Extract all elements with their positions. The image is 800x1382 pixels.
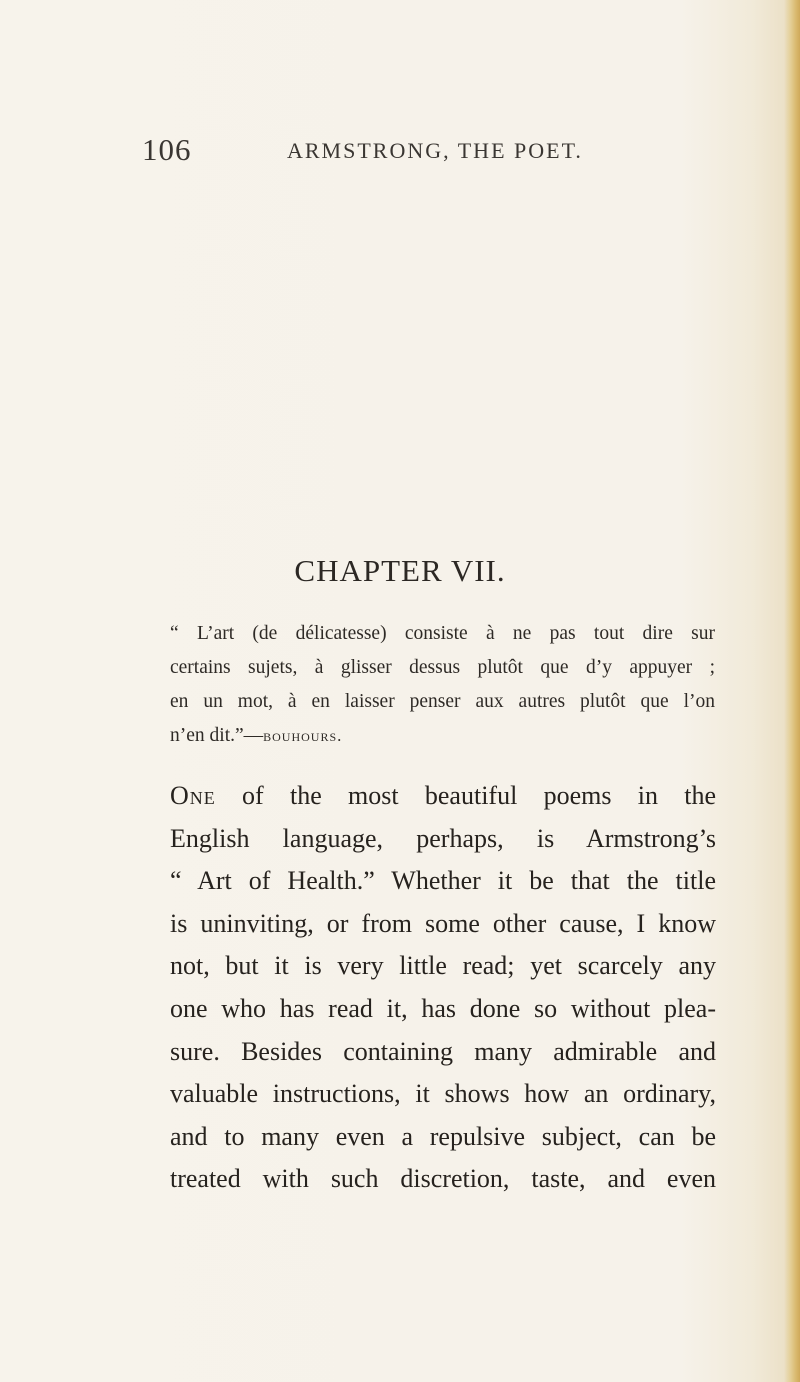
body-paragraph: [170, 775, 716, 1201]
epigraph-attribution: bouhours.: [263, 726, 343, 745]
body-line: treated with such discretion, taste, and even: [170, 1164, 716, 1194]
epigraph-line: en un mot, à en laisser penser aux autres plutôt que l’on: [170, 691, 715, 712]
body-line: not, but it is very little read; yet scarcely any: [170, 951, 716, 981]
body-line: [170, 775, 716, 818]
body-line: valuable instructions, it shows how an ordinary,: [170, 1079, 716, 1109]
body-line: and to many even a repulsive subject, can be: [170, 1121, 716, 1151]
epigraph-text: n’en dit.”—: [170, 725, 264, 746]
page-edge: [784, 0, 800, 1382]
epigraph: [170, 617, 715, 753]
running-head-title: ARMSTRONG, THE POET.: [287, 138, 583, 163]
body-line: one who has read it, has done so without plea-: [170, 993, 716, 1023]
page-number: 106: [142, 132, 192, 167]
epigraph-line: [170, 719, 715, 753]
body-line-text: of the most beautiful poems in the: [215, 781, 716, 810]
epigraph-line: “ L’art (de délicatesse) consiste à ne pas tout dire sur: [170, 623, 715, 644]
body-line: is uninviting, or from some other cause, I know: [170, 908, 716, 938]
body-line: sure. Besides containing many admirable and: [170, 1036, 716, 1066]
running-head: [142, 132, 662, 172]
body-line: English language, perhaps, is Armstrong’s: [170, 823, 716, 853]
epigraph-line: certains sujets, à glisser dessus plutôt que d’y appuyer ;: [170, 657, 715, 678]
body-line: “ Art of Health.” Whether it be that the title: [170, 866, 716, 896]
lead-word: One: [170, 781, 216, 810]
chapter-heading: CHAPTER VII.: [294, 553, 506, 588]
